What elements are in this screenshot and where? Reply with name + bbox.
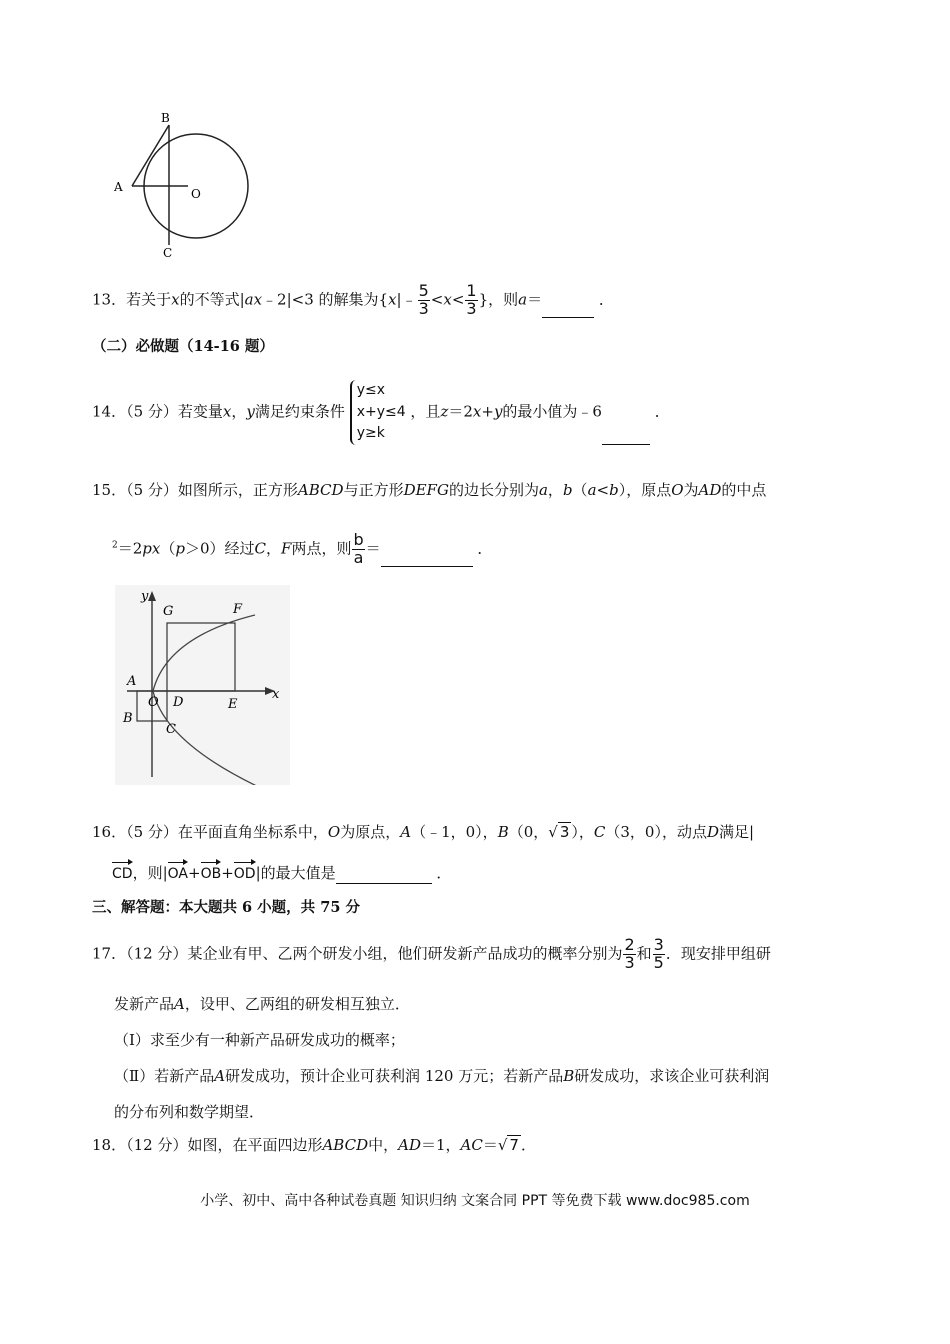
vector-cd: CD: [112, 860, 133, 883]
question-16-line-2: CD，则|OA+OB+OD|的最大值是 ．: [112, 860, 451, 884]
constraint-system: y≤x x+y≤4 y≥k: [350, 380, 406, 445]
answer-blank-15: [381, 552, 473, 567]
label-c: C: [163, 246, 173, 260]
question-15: 15．（5 分）如图所示，正方形ABCD与正方形DEFG的边长分别为a，b（a<b），原点O为AD的中点: [92, 481, 767, 499]
answer-blank-16: [336, 869, 432, 884]
answer-blank-13: [542, 303, 594, 318]
vector-ob: OB: [201, 860, 222, 883]
question-17-part-2: （Ⅱ）若新产品A研发成功，预计企业可获利润 120 万元；若新产品B研发成功，求该企业可获利润: [114, 1067, 770, 1085]
page-footer: 小学、初中、高中各种试卷真题 知识归纳 文案合同 PPT 等免费下载 www.doc985.com: [200, 1193, 750, 1209]
question-14: 14．（5 分）若变量x，y满足约束条件 y≤x x+y≤4 y≥k ，且z＝2x+y的最小值为﹣6 ．: [92, 380, 670, 445]
question-15-line-2: $^2$＝2px（p＞0）经过C，F两点，则 $\frac{b}{a}$ ＝ ．: [112, 530, 493, 567]
label-o: O: [148, 695, 159, 710]
chord-ab: [132, 125, 169, 186]
label-o: O: [191, 187, 201, 201]
label-f: F: [233, 602, 243, 617]
parabola-figure: [115, 585, 290, 785]
question-17: 17．（12 分）某企业有甲、乙两个研发小组，他们研发新产品成功的概率分别为 $\frac{2}{3}$ 和 $\frac{3}{5}$ ．现安排甲组研: [92, 935, 771, 972]
vector-od: OD: [234, 860, 256, 883]
fraction-1-3: $\frac{1}{3}$: [466, 281, 477, 318]
label-a: A: [114, 180, 123, 194]
sqrt-3: √ 3: [548, 823, 570, 841]
fraction-5-3: $\frac{5}{3}$: [418, 281, 429, 318]
label-b: B: [161, 111, 170, 125]
label-g: G: [163, 604, 174, 619]
circle-figure: [108, 108, 258, 263]
vector-oa: OA: [168, 860, 188, 883]
section-2-heading: （二）必做题（14-16 题）: [92, 338, 274, 355]
fraction-3-5: $\frac{3}{5}$: [653, 935, 664, 972]
label-e: E: [228, 697, 238, 712]
label-c: C: [166, 722, 176, 737]
sqrt-7: √ 7: [497, 1136, 519, 1154]
section-3-heading: 三、解答题：本大题共 6 小题，共 75 分: [92, 899, 360, 916]
label-b: B: [123, 711, 133, 726]
question-17-part-2-line-2: 的分布列和数学期望．: [114, 1103, 265, 1121]
label-y: y: [141, 589, 149, 604]
question-13: 13．若关于x的不等式|ax﹣2|<3 的解集为{x|﹣ $\frac{5}{3}$ <x< $\frac{1}{3}$ }，则a＝ ．: [92, 281, 614, 318]
question-17-line-2: 发新产品A，设甲、乙两组的研发相互独立．: [114, 995, 410, 1013]
fraction-b-a: $\frac{b}{a}$: [353, 530, 364, 567]
label-d: D: [173, 695, 184, 710]
question-17-part-1: （Ⅰ）求至少有一种新产品研发成功的概率；: [114, 1031, 405, 1049]
fraction-2-3: $\frac{2}{3}$: [624, 935, 635, 972]
label-a: A: [127, 674, 137, 689]
label-x: x: [272, 687, 280, 702]
answer-blank-14: [602, 430, 650, 445]
question-18: 18．（12 分）如图，在平面四边形ABCD中，AD＝1，AC＝√ 7 ．: [92, 1136, 536, 1154]
question-16: 16．（5 分）在平面直角坐标系中，O为原点，A（﹣1，0），B（0，√ 3 ），C（3，0），动点D满足|: [92, 823, 755, 841]
